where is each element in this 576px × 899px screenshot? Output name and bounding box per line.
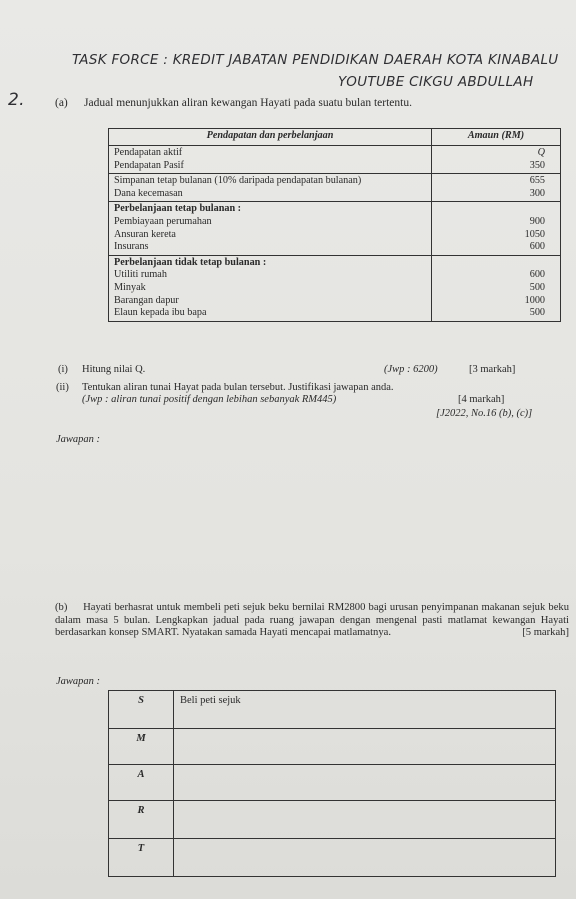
sub-i-marks: [3 markah] [469, 364, 516, 375]
item-label: Elaun kepada ibu bapa [114, 307, 207, 319]
sub-i-label: (i) [58, 364, 68, 375]
amount-value: 1000 [524, 294, 545, 306]
col-header-amount: Amaun (RM) [432, 129, 561, 146]
sub-i-text: Hitung nilai Q. [82, 364, 146, 375]
sub-i-answer-hint: (Jwp : 6200) [384, 364, 438, 375]
smart-letter: T [109, 839, 174, 877]
amount-value: 300 [529, 187, 545, 199]
item-label: Pendapatan aktif [114, 147, 183, 158]
amount-value: 500 [529, 307, 545, 319]
cashflow-table [108, 128, 561, 322]
amount-value: 500 [529, 281, 545, 293]
table-row [109, 255, 561, 321]
sub-ii-text: Tentukan aliran tunai Hayat pada bulan tersebut. Justifikasi jawapan anda. [82, 382, 394, 393]
table-header-row [109, 129, 561, 146]
table-row [109, 765, 556, 801]
smart-letter: S [109, 691, 174, 729]
amount-value: Q [537, 147, 545, 158]
smart-letter: R [109, 801, 174, 839]
item-label: Minyak [114, 281, 146, 293]
item-label: Ansuran kereta [114, 228, 176, 240]
smart-content[interactable] [174, 729, 556, 765]
part-b-answer-label: Jawapan : [56, 676, 101, 687]
part-b [55, 602, 569, 640]
amount-value: 1050 [524, 228, 545, 240]
item-label: Barangan dapur [114, 294, 179, 306]
amount-value: 600 [529, 241, 545, 253]
question-number: 2. [8, 90, 25, 110]
item-label: Utiliti rumah [114, 269, 167, 281]
table-row [109, 174, 561, 202]
part-a-text: Jadual menunjukkan aliran kewangan Hayati pada suatu bulan tertentu. [84, 97, 412, 109]
smart-content[interactable] [174, 801, 556, 839]
group-heading: Perbelanjaan tidak tetap bulanan : [114, 256, 267, 268]
smart-content[interactable] [174, 839, 556, 877]
item-label: Pembiayaan perumahan [114, 215, 212, 227]
table-row [109, 839, 556, 877]
table-row [109, 729, 556, 765]
item-label: Pendapatan Pasif [114, 159, 184, 171]
item-label: Insurans [114, 241, 149, 253]
sub-ii-marks: [4 markah] [458, 394, 505, 405]
part-b-marks: [5 markah] [522, 627, 569, 638]
part-a-label: (a) [55, 97, 68, 109]
amount-value: 900 [529, 215, 545, 227]
smart-content: Beli peti sejuk [174, 691, 556, 729]
smart-table [108, 690, 556, 877]
smart-letter: A [109, 765, 174, 801]
table-row [109, 202, 561, 255]
amount-value: 655 [529, 175, 545, 187]
smart-letter: M [109, 729, 174, 765]
table-row [109, 146, 561, 174]
smart-content[interactable] [174, 765, 556, 801]
col-header-items: Pendapatan dan perbelanjaan [109, 129, 432, 146]
item-label: Simpanan tetap bulanan (10% daripada pendapatan bulanan) [114, 175, 362, 187]
part-b-label: (b) [55, 602, 68, 613]
sub-ii-hint: (Jwp : aliran tunai positif dengan lebihan sebanyak RM445) [82, 394, 337, 405]
amount-value: 350 [529, 159, 545, 171]
part-b-text: Hayati berhasrat untuk membeli peti sejuk beku bernilai RM2800 bagi urusan penyimpanan makanan sejuk beku dalam masa 5 bulan. Lengkapkan jadual pada ruang jawapan dengan mengenal pasti matlamat kewangan Hayati berdasarkan konsep SMART. Nyatakan samada Hayati mencapai matlamatnya. [55, 602, 569, 638]
reference: [J2022, No.16 (b), (c)] [436, 408, 533, 419]
header-title: TASK FORCE : KREDIT JABATAN PENDIDIKAN DAERAH KOTA KINABALU [72, 52, 559, 68]
header-subtitle: YOUTUBE CIKGU ABDULLAH [338, 74, 534, 90]
group-heading: Perbelanjaan tetap bulanan : [114, 203, 242, 215]
amount-value: 600 [529, 269, 545, 281]
table-row [109, 691, 556, 729]
item-label: Dana kecemasan [114, 187, 183, 199]
sub-ii-label: (ii) [56, 382, 69, 393]
table-row [109, 801, 556, 839]
answer-label: Jawapan : [56, 434, 101, 445]
